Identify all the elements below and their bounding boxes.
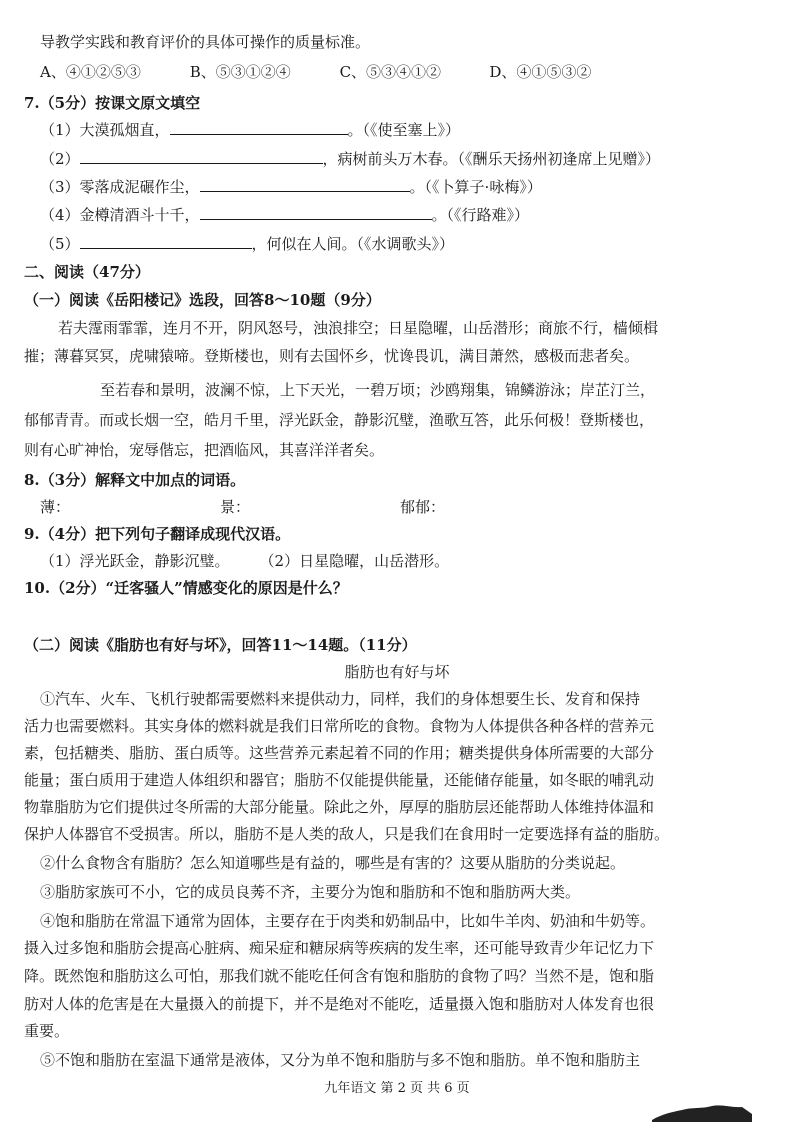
q7-item-4 <box>40 204 529 225</box>
q7-item-5 <box>40 233 454 254</box>
article-line: 肪对人体的危害是在大量摄入的前提下，并不是绝对不能吃，适量摄入饱和脂肪对人体发育也很 <box>24 995 655 1013</box>
article-line: 能量；蛋白质用于建造人体组织和器官；脂肪不仅能提供能量，还能储存能量，如冬眠的哺乳动 <box>24 771 655 789</box>
q7-item-1 <box>40 119 460 140</box>
q7-item-1-post: 。（《使至塞上》） <box>347 121 461 139</box>
article-line: ③脂肪家族可不小，它的成员良莠不齐，主要分为饱和脂肪和不饱和脂肪两大类。 <box>40 883 581 901</box>
answer-blank[interactable] <box>80 233 252 249</box>
q8-term: 郁郁： <box>400 498 446 516</box>
q9-items <box>40 551 449 571</box>
q8-title: 8.（3分）解释文中加点的词语。 <box>24 471 246 489</box>
q7-item-3 <box>40 176 542 197</box>
q6-options <box>40 62 634 82</box>
q7-item-3-pre: （3）零落成泥碾作尘， <box>40 178 200 196</box>
passage-line: 则有心旷神怡，宠辱偕忘，把酒临风，其喜洋洋者矣。 <box>24 441 385 459</box>
passage-line: 至若春和景明，波澜不惊，上下天光，一碧万顷；沙鸥翔集，锦鳞游泳；岸芷汀兰， <box>100 381 656 399</box>
q9-item: （1）浮光跃金，静影沉璧。 <box>40 552 230 570</box>
option-a: A、④①②⑤③ <box>40 63 141 81</box>
scan-smudge-mark <box>652 1092 752 1122</box>
q8-term: 薄： <box>40 498 71 516</box>
article-line: 保护人体器官不受损害。所以，脂肪不是人类的敌人，只是我们在食用时一定要选择有益的脂肪。 <box>24 825 670 843</box>
page-footer: 九年语文 第 2 页 共 6 页 <box>324 1081 470 1096</box>
answer-blank[interactable] <box>200 176 410 192</box>
q7-title: 7.（5分）按课文原文填空 <box>24 94 201 112</box>
option-c: C、⑤③④①② <box>339 63 442 81</box>
q7-item-3-post: 。（《卜算子·咏梅》） <box>409 178 542 196</box>
reading-2-title: （二）阅读《脂肪也有好与坏》，回答11～14题。（11分） <box>24 636 417 654</box>
q7-item-4-post: 。（《行路难》） <box>431 206 530 224</box>
article-line: ④饱和脂肪在常温下通常为固体，主要存在于肉类和奶制品中，比如牛羊肉、奶油和牛奶等。 <box>40 912 656 930</box>
q7-item-1-pre: （1）大漠孤烟直， <box>40 121 170 139</box>
q7-item-5-post: ，何似在人间。（《水调歌头》） <box>251 235 455 253</box>
article-title: 脂肪也有好与坏 <box>344 663 450 681</box>
option-d: D、④①⑤③② <box>489 63 592 81</box>
reading-1-title: （一）阅读《岳阳楼记》选段，回答8～10题（9分） <box>24 291 381 309</box>
passage-line: 若夫霪雨霏霏，连月不开，阴风怒号，浊浪排空；日星隐曜，山岳潜形；商旅不行，樯倾楫 <box>58 319 659 337</box>
article-line: ②什么食物含有脂肪？怎么知道哪些是有益的，哪些是有害的？这要从脂肪的分类说起。 <box>40 854 626 872</box>
article-line: 素，包括糖类、脂肪、蛋白质等。这些营养元素起着不同的作用；糖类提供身体所需要的大部分 <box>24 744 655 762</box>
answer-blank[interactable] <box>170 119 348 135</box>
answer-blank[interactable] <box>80 148 323 164</box>
article-line: 重要。 <box>24 1022 70 1040</box>
q8-term: 景： <box>220 498 251 516</box>
answer-blank[interactable] <box>200 204 432 220</box>
q7-item-2 <box>40 148 660 169</box>
article-line: 摄入过多饱和脂肪会提高心脏病、痴呆症和糖尿病等疾病的发生率，还可能导致青少年记忆力下 <box>24 939 655 957</box>
article-line: ⑤不饱和脂肪在室温下通常是液体，又分为单不饱和脂肪与多不饱和脂肪。单不饱和脂肪主 <box>40 1051 641 1069</box>
q10-title: 10.（2分）“迁客骚人”情感变化的原因是什么？ <box>24 579 348 597</box>
q9-item: （2）日星隐曜，山岳潜形。 <box>259 552 450 570</box>
option-b: B、⑤③①②④ <box>189 63 291 81</box>
q7-item-5-pre: （5） <box>40 235 80 253</box>
q7-item-2-post: ，病树前头万木春。（《酬乐天扬州初逢席上见赠》） <box>322 150 661 168</box>
q7-item-4-pre: （4）金樽清酒斗十千， <box>40 206 200 224</box>
section-2-title: 二、阅读（47分） <box>24 263 150 281</box>
intro-tail-text: 导教学实践和教育评价的具体可操作的质量标准。 <box>40 33 371 51</box>
q8-terms <box>40 497 445 517</box>
passage-line: 摧；薄暮冥冥，虎啸猿啼。登斯楼也，则有去国怀乡，忧谗畏讥，满目萧然，感极而悲者矣。 <box>24 347 640 365</box>
article-line: ①汽车、火车、飞机行驶都需要燃料来提供动力，同样，我们的身体想要生长、发育和保持 <box>40 690 641 708</box>
article-line: 物靠脂肪为它们提供过冬所需的大部分能量。除此之外，厚厚的脂肪层还能帮助人体维持体温和 <box>24 798 655 816</box>
q9-title: 9.（4分）把下列句子翻译成现代汉语。 <box>24 525 291 543</box>
article-line: 降。既然饱和脂肪这么可怕，那我们就不能吃任何含有饱和脂肪的食物了吗？当然不是，饱和脂 <box>24 967 655 985</box>
article-line: 活力也需要燃料。其实身体的燃料就是我们日常所吃的食物。食物为人体提供各种各样的营养元 <box>24 717 655 735</box>
q7-item-2-pre: （2） <box>40 150 80 168</box>
passage-line: 郁郁青青。而或长烟一空，皓月千里，浮光跃金，静影沉璧，渔歌互答，此乐何极！登斯楼也， <box>24 411 655 429</box>
